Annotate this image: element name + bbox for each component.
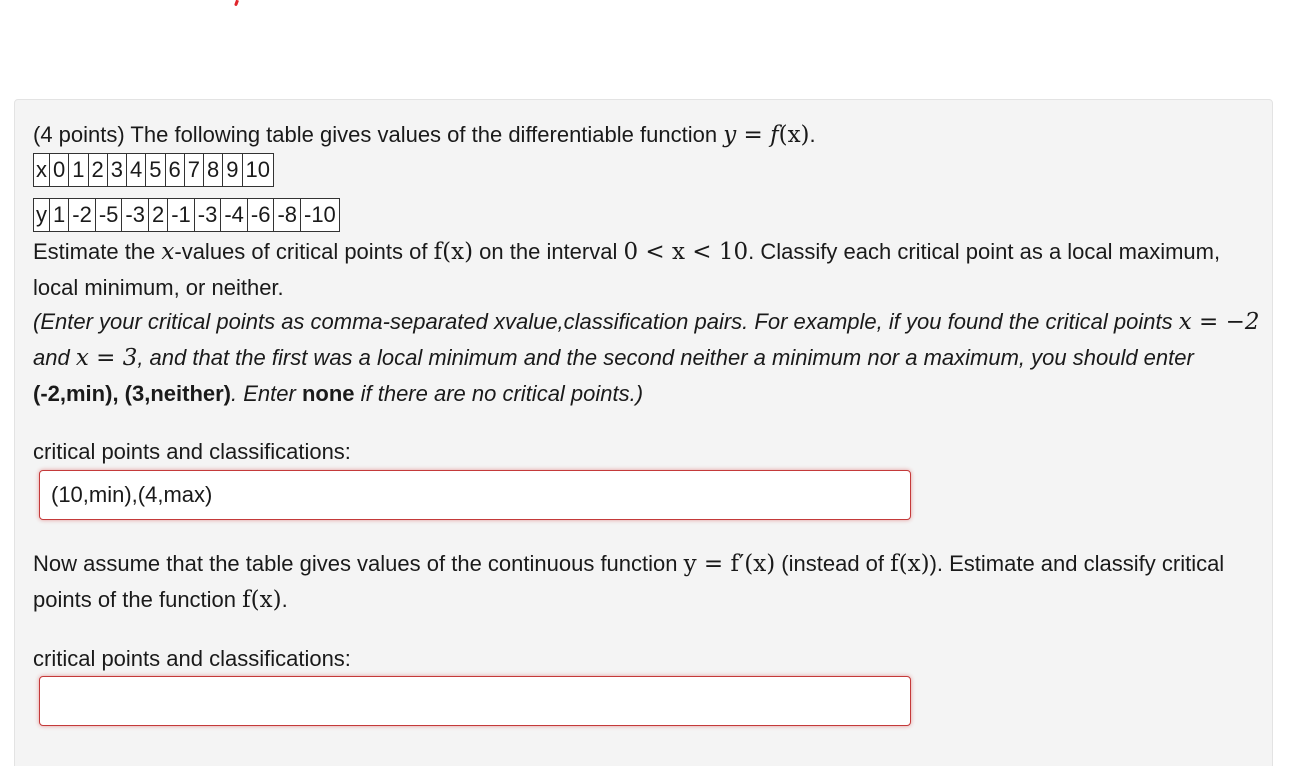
example-point-1: x = −2 [1178,309,1260,335]
none-keyword: none [301,381,355,406]
x-cell: 0 [50,154,69,187]
intro-text: The following table gives values of the differentiable function [124,122,724,147]
x-cell: 4 [127,154,146,187]
x-variable: x [161,239,175,265]
problem-intro: (4 points) The following table gives values of the differentiable function y = f(x). [33,122,816,148]
critical-points-input-2[interactable] [39,676,911,726]
example-point-2: x = 3 [75,345,138,371]
x-cell: 1 [69,154,88,187]
entry-instructions: (Enter your critical points as comma-separated xvalue,classification pairs. For example, if you found the critical points x = −2 and x = 3, and that the first was a local minimum and the second neither a minimum nor a maximum, you should enter (-2,min), (3,neither). Enter none if there are no critical points.) [33,309,1260,406]
critical-points-input-1[interactable] [39,470,911,520]
y-cell: -10 [301,199,340,232]
function-f-prime: y = f′(x) [683,551,776,577]
y-cell: -1 [168,199,195,232]
y-cell: -6 [247,199,274,232]
y-header-cell: y [34,199,50,232]
x-cell: 9 [223,154,242,187]
y-cell: -8 [274,199,301,232]
x-cell: 10 [242,154,273,187]
function-f-of-x: f(x) [890,551,930,577]
function-f-of-x: f(x) [242,587,282,613]
y-cell: -2 [69,199,96,232]
answer-label-2: critical points and classifications: [33,646,351,671]
estimate-instructions: Estimate the x-values of critical points of f(x) on the interval 0 < x < 10. Classify each critical point as a local maximum, local minimum, or neither. [33,239,1221,300]
y-cell: -4 [221,199,248,232]
x-cell: 2 [88,154,107,187]
y-cell: -5 [95,199,122,232]
function-f-of-x: f(x) [433,239,474,265]
x-cell: 5 [146,154,165,187]
points-label: (4 points) [33,122,125,147]
problem-container [14,99,1273,766]
x-cell: 8 [204,154,223,187]
x-row [34,154,274,187]
example-answer: (-2,min), (3,neither) [33,381,232,406]
y-cell: -3 [122,199,149,232]
x-cell: 3 [107,154,126,187]
x-header-cell: x [34,154,50,187]
x-cell: 6 [165,154,184,187]
interval-expression: 0 < x < 10 [623,239,749,265]
y-row [34,199,340,232]
function-notation: y = f(x) [723,122,810,148]
y-cell: -3 [194,199,221,232]
y-cell: 2 [148,199,167,232]
y-values-table [33,198,340,232]
x-cell: 7 [184,154,203,187]
derivative-instructions: Now assume that the table gives values of the continuous function y = f′(x) (instead of f(x)). Estimate and classify critical points of the function f(x). [33,551,1225,613]
red-pen-mark [234,0,239,6]
answer-label-1: critical points and classifications: [33,439,351,464]
x-values-table [33,153,274,187]
y-cell: 1 [50,199,69,232]
